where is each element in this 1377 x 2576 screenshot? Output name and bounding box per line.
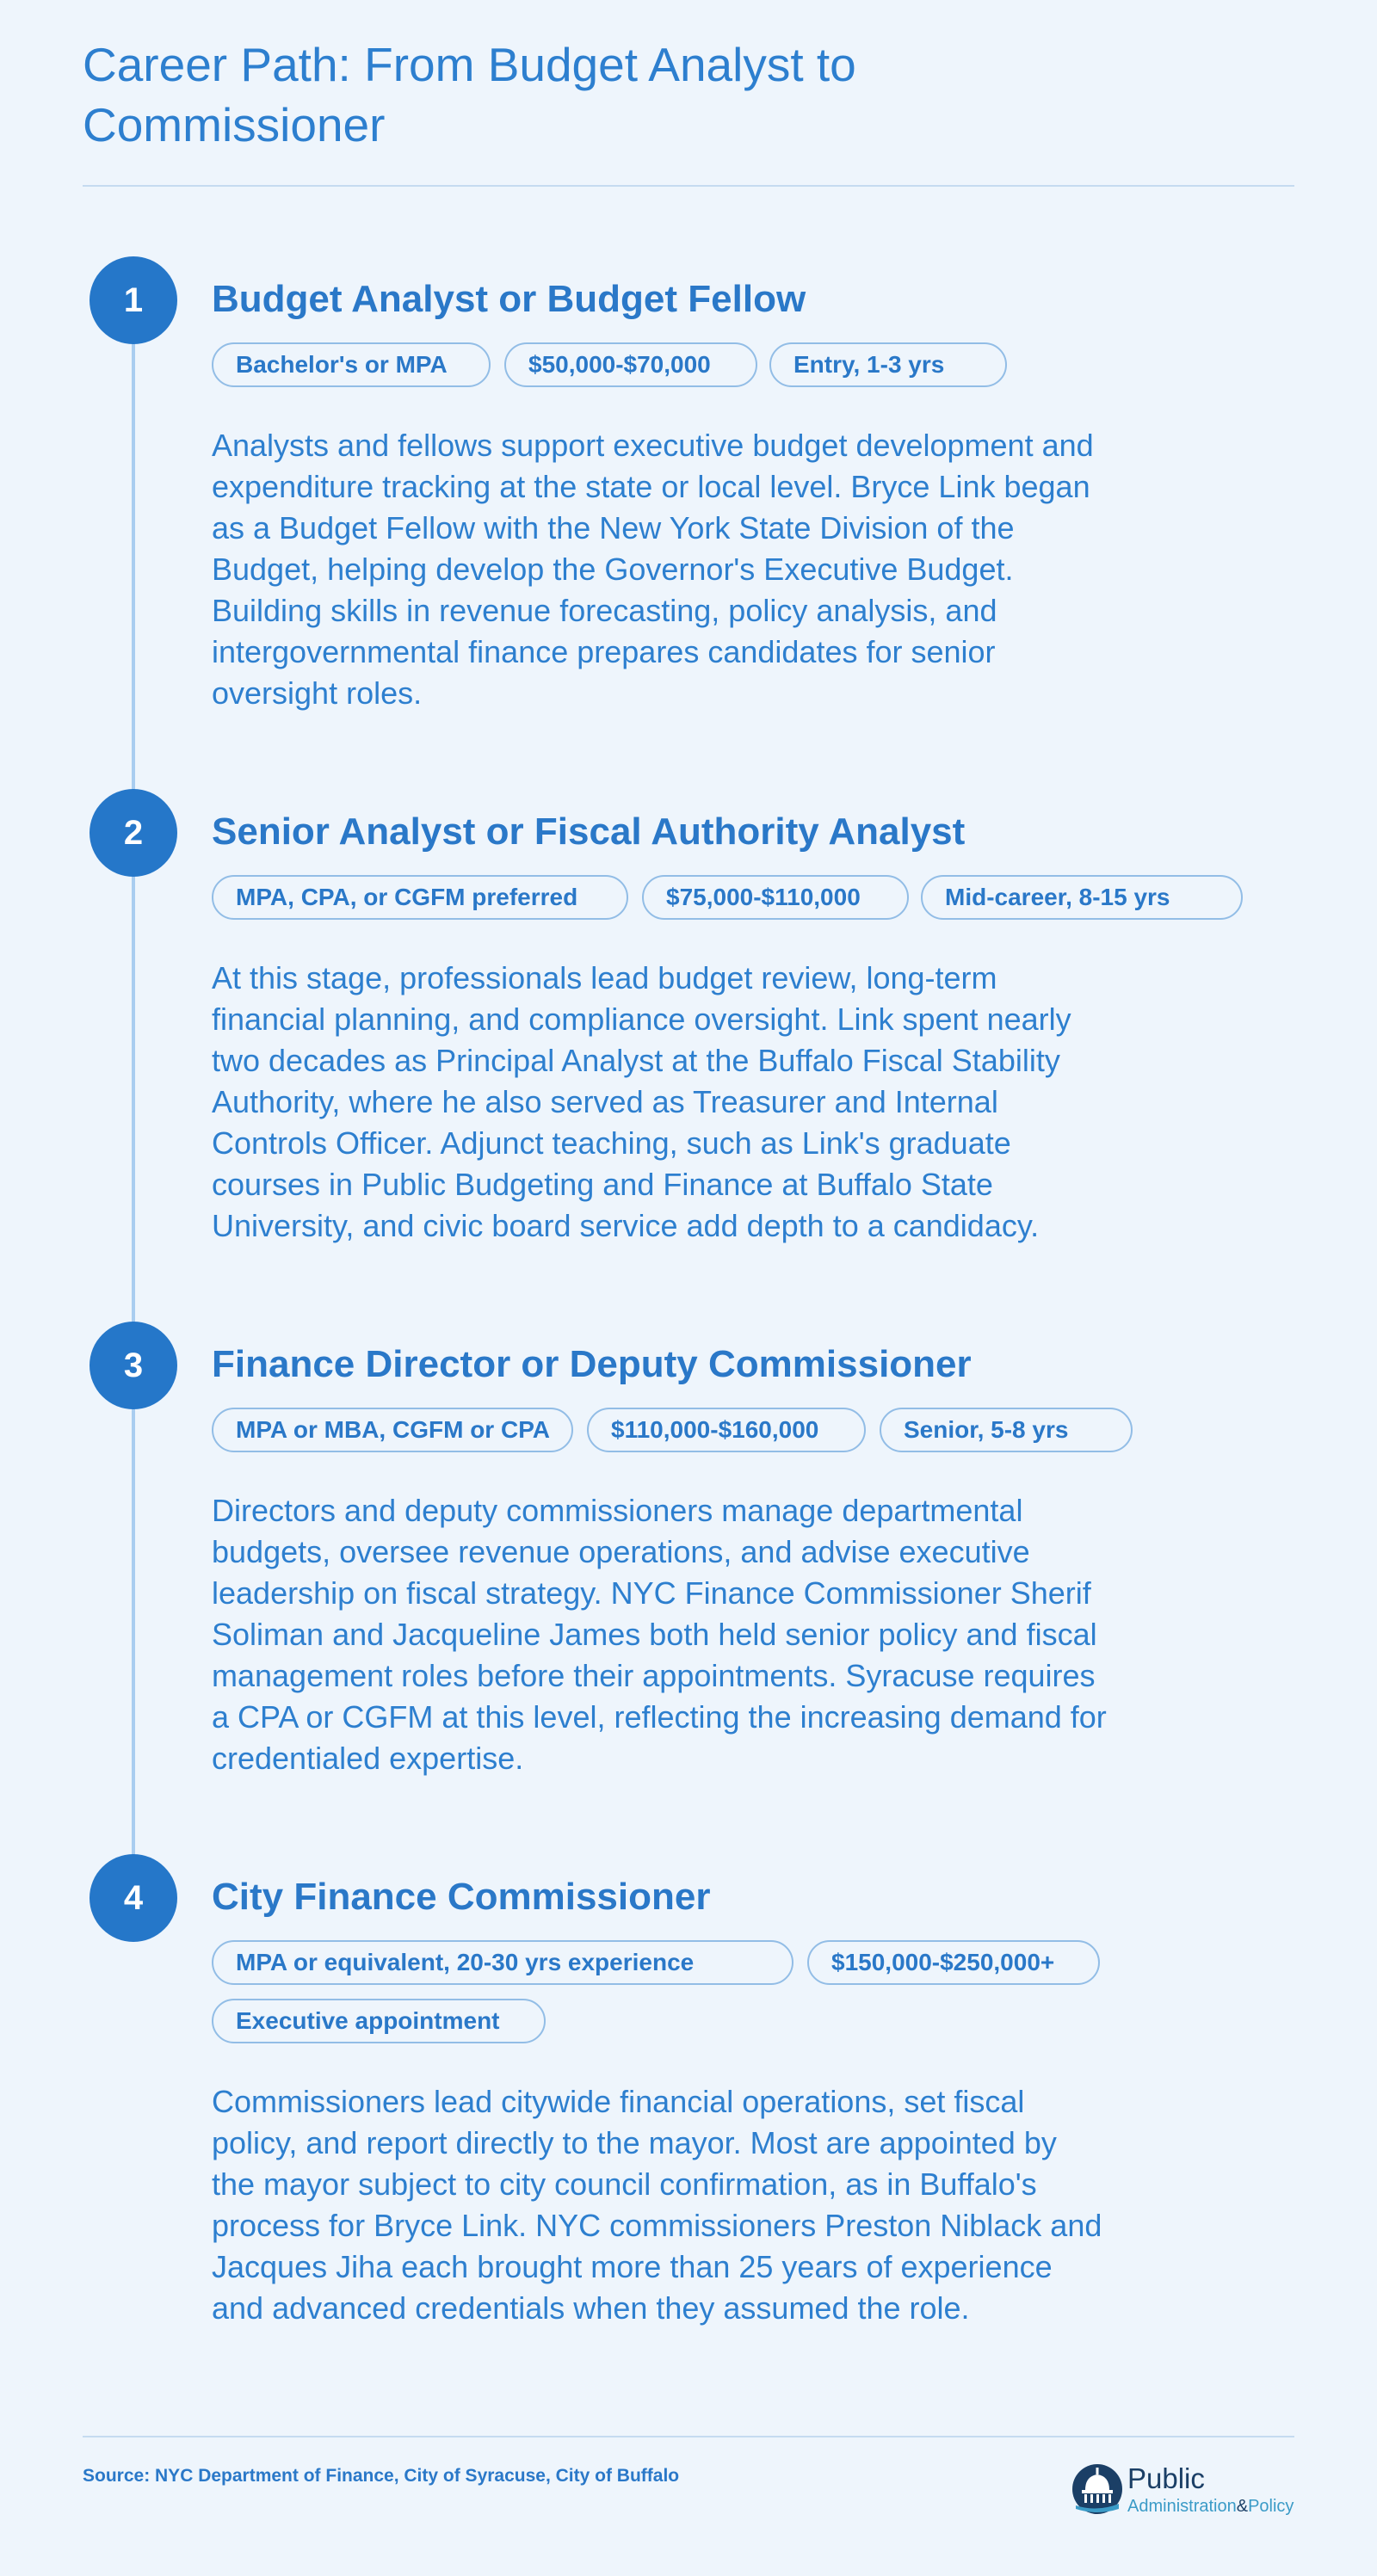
tag-experience: Senior, 5-8 yrs [880,1408,1133,1452]
tag-appointment: Executive appointment [212,1999,546,2043]
source-note: Source: NYC Department of Finance, City of Syracuse, City of Buffalo [83,2466,680,2486]
publisher-logo [1071,2461,1303,2521]
header-divider [83,185,1294,187]
step-description: Analysts and fellows support executive budget development and expenditure tracking at the state or local level. Bryce Link began as a Budget Fellow with the New York State Division of the Budget, helping develop the Governor's Executive Budget. Building skills in revenue forecasting, policy analysis, and intergovernmental finance prepares candidates for senior oversight roles. [212,428,1094,711]
tag-education: MPA, CPA, or CGFM preferred [212,875,628,920]
step-number-badge: 1 [90,256,177,344]
step-description: Directors and deputy commissioners manage departmental budgets, oversee revenue operations, and advise executive leadership on fiscal strategy. NYC Finance Commissioner Sherif Soliman and Jacqueline James both held senior policy and fiscal management roles before their appointments. Syracuse requires a CPA or CGFM at this level, reflecting the increasing demand for credentialed expertise. [212,1493,1107,1776]
tag-experience: Entry, 1-3 yrs [769,342,1007,387]
step-description: Commissioners lead citywide financial operations, set fiscal policy, and report directly to the mayor. Most are appointed by the mayor subject to city council confirmation, as in Buffalo's process for Bryce Link. NYC commissioners Preston Niblack and Jacques Jiha each brought more than 25 years of experience and advanced credentials when they assumed the role. [212,2084,1102,2326]
tag-salary: $50,000-$70,000 [504,342,757,387]
step-title: Budget Analyst or Budget Fellow [212,278,806,320]
step-title: City Finance Commissioner [212,1876,711,1918]
step-number-badge: 2 [90,789,177,877]
logo-subtitle-a: Administration [1127,2497,1237,2516]
step-description: At this stage, professionals lead budget review, long-term financial planning, and compliance oversight. Link spent nearly two decades as Principal Analyst at the Buffalo Fiscal Stability Authority, where he also served as Treasurer and Internal Controls Officer. Adjunct teaching, such as Link's graduate courses in Public Budgeting and Finance at Buffalo State University, and civic board service add depth to a candidacy. [212,960,1071,1243]
step-title: Senior Analyst or Fiscal Authority Analyst [212,810,966,853]
capitol-dome-icon [1071,2461,1124,2517]
page-title: Career Path: From Budget Analyst to Commissioner [83,38,856,151]
logo-wordmark: Public [1127,2462,1205,2494]
tag-education: MPA or MBA, CGFM or CPA [212,1408,573,1452]
step-title: Finance Director or Deputy Commissioner [212,1343,972,1385]
tag-salary: $75,000-$110,000 [642,875,909,920]
logo-subtitle-b: Policy [1248,2497,1294,2516]
footer-divider [83,2436,1294,2437]
tag-education: MPA or equivalent, 20-30 yrs experience [212,1940,793,1985]
tag-education: Bachelor's or MPA [212,342,491,387]
step-number-badge: 3 [90,1322,177,1409]
step-number-badge: 4 [90,1854,177,1942]
tag-experience: Mid-career, 8-15 yrs [921,875,1243,920]
tag-salary: $150,000-$250,000+ [807,1940,1100,1985]
logo-ampersand: & [1236,2497,1249,2516]
logo-subtitle [1127,2497,1294,2517]
timeline-line [132,301,135,1867]
tag-salary: $110,000-$160,000 [587,1408,866,1452]
